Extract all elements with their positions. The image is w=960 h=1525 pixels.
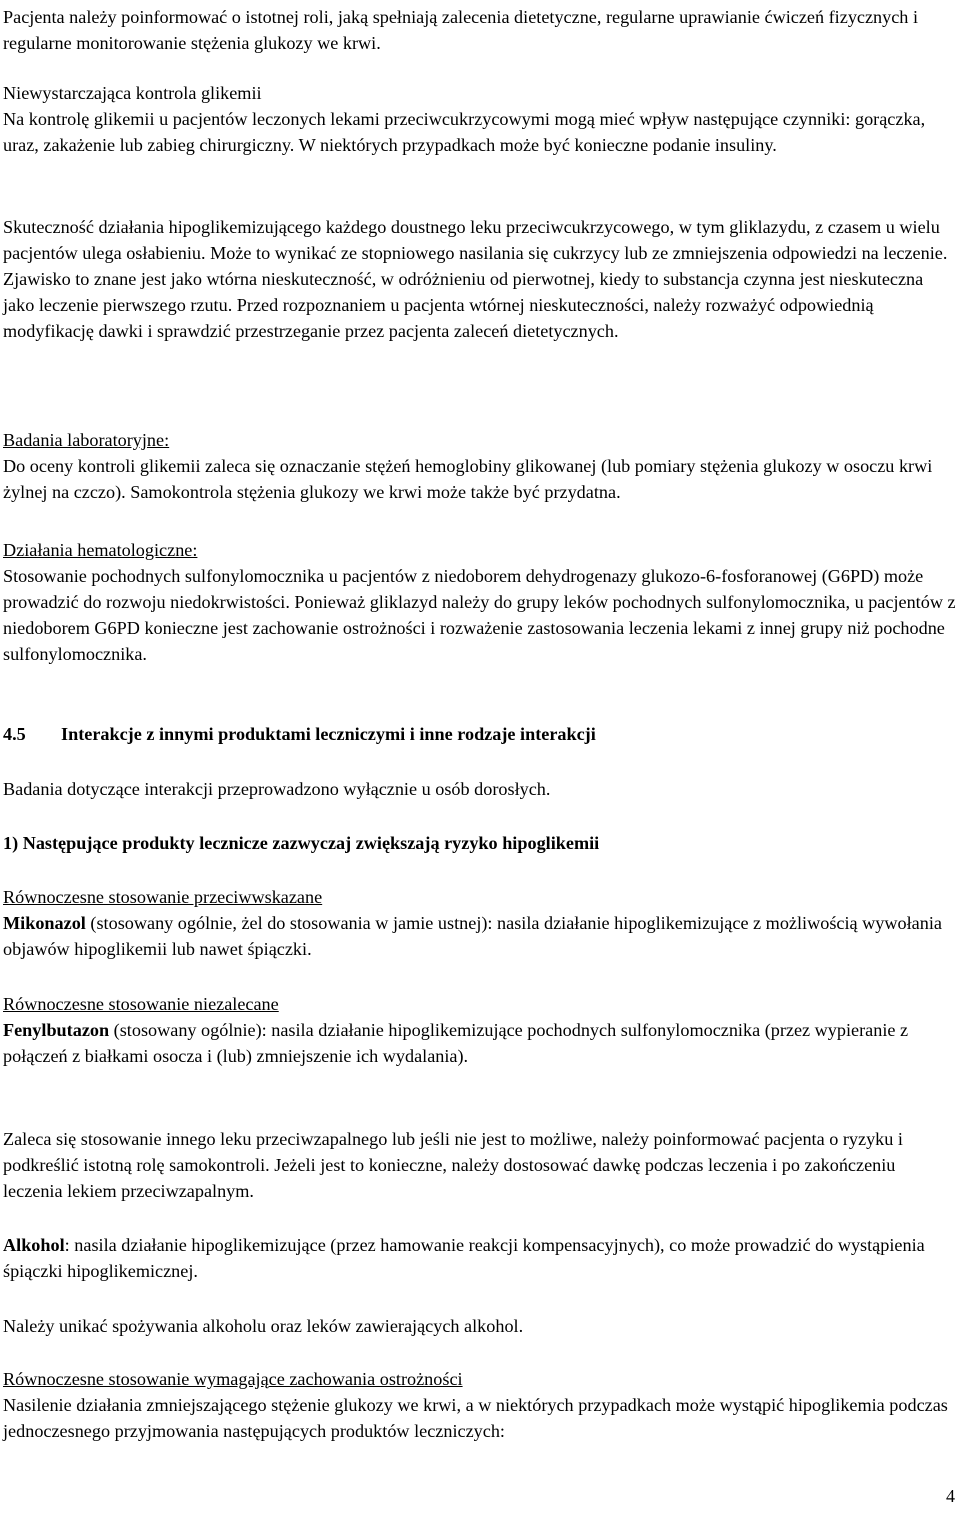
intro-paragraph: Pacjenta należy poinformować o istotnej roli, jaką spełniają zalecenia dietetyczne, regularne uprawianie ćwiczeń fizycznych i regularne monitorowanie stężenia glukozy we krwi. bbox=[3, 7, 919, 53]
glycemia-heading: Niewystarczająca kontrola glikemii bbox=[3, 83, 262, 103]
contraindicated-heading: Równoczesne stosowanie przeciwwskazane bbox=[3, 887, 323, 907]
section-title: Interakcje z innymi produktami leczniczymi i inne rodzaje interakcji bbox=[61, 724, 596, 744]
efficacy-paragraph: Skuteczność działania hipoglikemizującego każdego doustnego leku przeciwcukrzycowego, w tym gliklazydu, z czasem u wielu pacjentów ulega osłabieniu. Może to wynikać ze stopniowego nasilania się cukrzycy lub ze zmniejszenia odpowiedzi na leczenie. Zjawisko to znane jest jako wtórna nieskuteczność, w odróżnieniu od pierwotnej, kiedy to substancja czynna jest nieskuteczna jako leczenie pierwszego rzutu. Przed rozpoznaniem u pacjenta wtórnej nieskuteczności, należy rozważyć odpowiednią modyfikację dawki i sprawdzić przestrzeganie przez pacjenta zaleceń dietetycznych. bbox=[3, 217, 948, 341]
glycemia-text: Na kontrolę glikemii u pacjentów leczonych lekami przeciwcukrzycowymi mogą mieć wpływ następujące czynniki: gorączka, uraz, zakażenie lub zabieg chirurgiczny. W niektórych przypadkach może być konieczne podanie insuliny. bbox=[3, 109, 926, 155]
phenylbutazone-drug: Fenylbutazon bbox=[3, 1020, 110, 1040]
alcohol-paragraph: Alkohol: nasila działanie hipoglikemizujące (przez hamowanie reakcji kompensacyjnych), co może prowadzić do wystąpienia śpiączki hipoglikemicznej. bbox=[3, 1235, 925, 1281]
lab-heading: Badania laboratoryjne: bbox=[3, 430, 170, 450]
alcohol-drug: Alkohol bbox=[3, 1235, 65, 1255]
hematology-heading: Działania hematologiczne: bbox=[3, 540, 198, 560]
advice-paragraph: Zaleca się stosowanie innego leku przeciwzapalnego lub jeśli nie jest to możliwe, należy poinformować pacjenta o ryzyku i podkreślić istotną rolę samokontroli. Jeżeli jest to konieczne, należy dostosować dawkę podczas leczenia i po zakończeniu leczenia lekiem przeciwzapalnym. bbox=[3, 1129, 903, 1201]
contraindicated-text: Mikonazol (stosowany ogólnie, żel do stosowania w jamie ustnej): nasila działanie hipoglikemizujące z możliwością wywołania objawów hipoglikemii lub nawet śpiączki. bbox=[3, 913, 942, 959]
glycemia-section bbox=[3, 80, 958, 158]
section-number: 4.5 bbox=[3, 724, 26, 744]
miconazole-drug: Mikonazol bbox=[3, 913, 86, 933]
caution-section bbox=[3, 1366, 958, 1444]
caution-text: Nasilenie działania zmniejszającego stężenie glukozy we krwi, a w niektórych przypadkach może wystąpić hipoglikemia podczas jednoczesnego przyjmowania następujących produktów leczniczych: bbox=[3, 1395, 948, 1441]
lab-section bbox=[3, 427, 958, 505]
section-heading bbox=[3, 721, 958, 747]
lab-text: Do oceny kontroli glikemii zaleca się oznaczanie stężeń hemoglobiny glikowanej (lub pomiary stężenia glukozy w osoczu krwi żylnej na czczo). Samokontrola stężenia glukozy we krwi może także być przydatna. bbox=[3, 456, 933, 502]
hematology-text: Stosowanie pochodnych sulfonylomocznika u pacjentów z niedoborem dehydrogenazy glukozo-6-fosforanowej (G6PD) może prowadzić do rozwoju niedokrwistości. Ponieważ gliklazyd należy do grupy leków pochodnych sulfonylomocznika, u pacjentów z niedoborem G6PD konieczne jest zachowanie ostrożności i rozważenie zastosowania leczenia lekami z innej grupy niż pochodne sulfonylomocznika. bbox=[3, 566, 956, 664]
not-recommended-heading: Równoczesne stosowanie niezalecane bbox=[3, 994, 279, 1014]
avoid-paragraph: Należy unikać spożywania alkoholu oraz leków zawierających alkohol. bbox=[3, 1316, 524, 1336]
adults-paragraph: Badania dotyczące interakcji przeprowadzono wyłącznie u osób dorosłych. bbox=[3, 779, 551, 799]
hematology-section bbox=[3, 537, 958, 667]
contraindicated-section bbox=[3, 884, 958, 962]
caution-heading: Równoczesne stosowanie wymagające zachowania ostrożności bbox=[3, 1369, 463, 1389]
not-recommended-text: Fenylbutazon (stosowany ogólnie): nasila działanie hipoglikemizujące pochodnych sulfonylomocznika (przez wypieranie z połączeń z białkami osocza i (lub) zmniejszenie ich wydalania). bbox=[3, 1020, 909, 1066]
page-number: 4 bbox=[946, 1486, 955, 1506]
subheading-1: 1) Następujące produkty lecznicze zazwyczaj zwiększają ryzyko hipoglikemii bbox=[3, 833, 600, 853]
not-recommended-section bbox=[3, 991, 958, 1069]
